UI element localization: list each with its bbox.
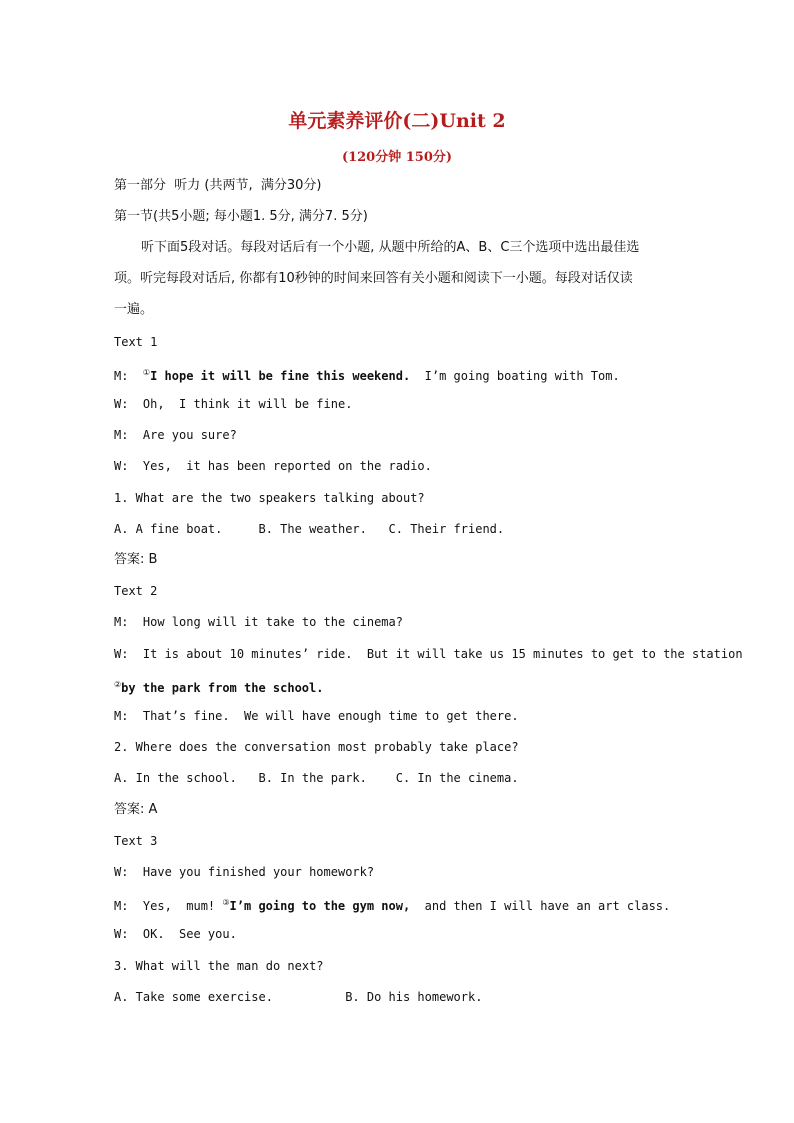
speaker-label: M: Yes, mum!: [114, 899, 223, 913]
question-3-options: A. Take some exercise. B. Do his homework.: [114, 990, 483, 1004]
instructions-line-2: 项。听完每段对话后, 你都有10秒钟的时间来回答有关小题和阅读下一小题。每段对话仅读: [114, 271, 633, 286]
text1-line-4: W: Yes, it has been reported on the radio.: [114, 459, 432, 473]
answer-2: 答案: A: [114, 802, 158, 817]
instructions-line-1: 听下面5段对话。每段对话后有一个小题, 从题中所给的A、B、C三个选项中选出最佳选: [141, 240, 640, 255]
question-1-options: A. A fine boat. B. The weather. C. Their friend.: [114, 522, 505, 536]
note-marker: ③: [222, 898, 230, 907]
text3-label: Text 3: [114, 834, 158, 848]
page-title: 单元素养评价(二)Unit 2: [288, 110, 506, 132]
question-2: 2. Where does the conversation most probably take place?: [114, 740, 519, 754]
question-3: 3. What will the man do next?: [114, 959, 324, 973]
text1-line-3: M: Are you sure?: [114, 428, 237, 442]
answer-1: 答案: B: [114, 552, 158, 567]
question-2-options: A. In the school. B. In the park. C. In the cinema.: [114, 771, 519, 785]
highlighted-sentence: I’m going to the gym now,: [229, 899, 411, 913]
subsection-heading: 第一节(共5小题; 每小题1. 5分, 满分7. 5分): [114, 209, 368, 224]
text2-line-2: W: It is about 10 minutes’ ride. But it will take us 15 minutes to get to the station: [114, 647, 743, 661]
text2-line-3: [114, 676, 323, 697]
sentence-rest: and then I will have an art class.: [410, 899, 671, 913]
text3-line-2: [114, 894, 670, 915]
text2-line-4: M: That’s fine. We will have enough time to get there.: [114, 709, 519, 723]
text1-line-2: W: Oh, I think it will be fine.: [114, 397, 353, 411]
part-heading: 第一部分 听力 (共两节, 满分30分): [114, 178, 322, 193]
text3-line-3: W: OK. See you.: [114, 927, 237, 941]
instructions-line-3: 一遍。: [114, 302, 154, 317]
page-subtitle: (120分钟 150分): [341, 150, 453, 165]
text1-label: Text 1: [114, 335, 158, 349]
highlighted-phrase: by the park from the school.: [121, 681, 324, 695]
note-marker: ②: [114, 680, 122, 689]
text2-label: Text 2: [114, 584, 158, 598]
note-marker: ①: [142, 368, 151, 377]
text1-line-1: [114, 364, 620, 385]
text2-line-1: M: How long will it take to the cinema?: [114, 615, 403, 629]
text3-line-1: W: Have you finished your homework?: [114, 865, 375, 879]
speaker-label: M:: [114, 369, 143, 383]
question-1: 1. What are the two speakers talking about?: [114, 491, 425, 505]
highlighted-sentence: I hope it will be fine this weekend.: [150, 369, 411, 383]
sentence-rest: I’m going boating with Tom.: [410, 369, 620, 383]
